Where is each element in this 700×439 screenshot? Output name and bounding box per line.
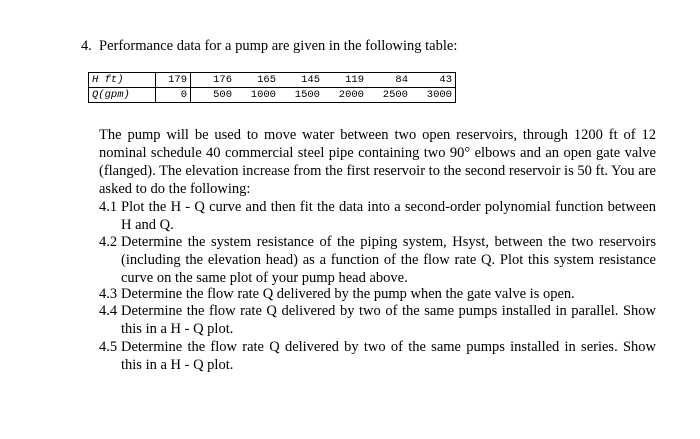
table-cell: 2500 <box>382 89 408 101</box>
task-number: 4.3 <box>99 286 118 302</box>
table-cell: 176 <box>191 73 236 88</box>
task-text: Determine the flow rate Q delivered by the pump when the gate valve is open. <box>121 286 575 302</box>
table-cell: 119 <box>323 73 367 88</box>
table-cell: 84 <box>367 73 411 88</box>
table-cell: 165 <box>235 73 279 88</box>
question-header <box>81 36 457 56</box>
table-cell: 1500 <box>294 89 320 101</box>
table-cell: 1000 <box>250 89 276 101</box>
task-item <box>99 233 656 287</box>
task-item <box>99 338 656 374</box>
task-item <box>99 285 656 303</box>
table-row-head <box>89 73 456 88</box>
table-cell: 43 <box>411 73 456 88</box>
task-number: 4.1 <box>99 199 118 215</box>
task-text: Plot the H - Q curve and then fit the data into a second-order polynomial function between H and Q. <box>121 199 656 233</box>
table-cell: 3000 <box>426 89 452 101</box>
table-cell: 179 <box>156 73 191 88</box>
task-item <box>99 302 656 338</box>
task-number: 4.4 <box>99 303 118 319</box>
table-cell: 2000 <box>338 89 364 101</box>
row-label-flow: Q(gpm) <box>89 88 156 103</box>
row-label-head: H ft) <box>89 73 156 88</box>
problem-intro <box>99 126 656 198</box>
question-title: Performance data for a pump are given in the following table: <box>99 38 458 54</box>
table-cell: 145 <box>279 73 323 88</box>
table-row-flow <box>89 88 456 103</box>
question-number: 4. <box>81 38 92 54</box>
task-item <box>99 198 656 234</box>
performance-table <box>88 72 456 103</box>
task-number: 4.5 <box>99 339 118 355</box>
intro-paragraph: The pump will be used to move water between two open reservoirs, through 1200 ft of 12 nominal schedule 40 commercial steel pipe containing two 90° elbows and an open gate valve (flanged). The elevation increase from the first reservoir to the second reservoir is 50 ft. You are asked to do the following: <box>99 127 656 197</box>
task-text: Determine the system resistance of the piping system, Hsyst, between the two reservoirs (including the elevation head) as a function of the flow rate Q. Plot this system resistance curve on the same plot of your pump head above. <box>121 234 656 286</box>
task-number: 4.2 <box>99 234 118 250</box>
task-text: Determine the flow rate Q delivered by two of the same pumps installed in series. Show this in a H - Q plot. <box>121 339 656 373</box>
table-cell: 500 <box>213 89 232 101</box>
task-text: Determine the flow rate Q delivered by two of the same pumps installed in parallel. Show this in a H - Q plot. <box>121 303 656 337</box>
table-cell: 0 <box>156 88 191 103</box>
